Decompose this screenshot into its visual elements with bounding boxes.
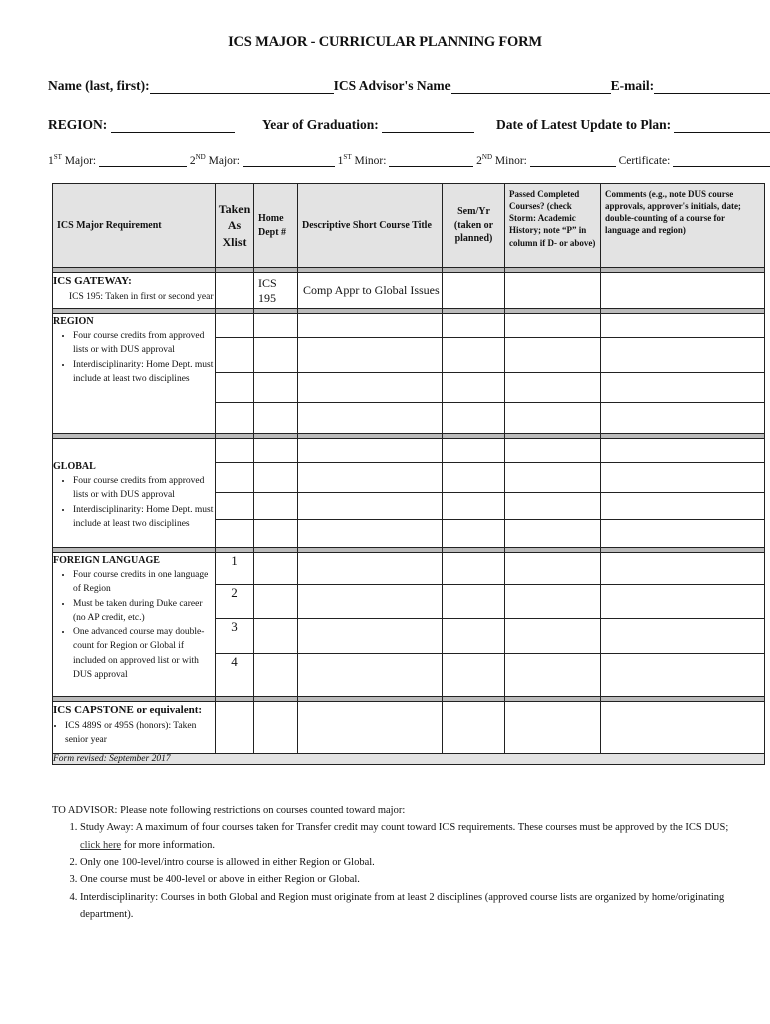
header-passed: Passed Completed Courses? (check Storm: Academic History; note “P” in column if D- or above): [505, 184, 601, 268]
table-row: [53, 702, 765, 754]
list-item: • Interdisciplinarity: Home Dept. must include at least two disciplines: [73, 503, 215, 532]
language-number: 3: [216, 619, 254, 654]
region-label: REGION:: [48, 117, 108, 132]
table-cell[interactable]: [254, 314, 298, 338]
minor2-input[interactable]: [530, 154, 616, 167]
table-cell[interactable]: [216, 520, 254, 548]
table-cell[interactable]: [443, 654, 505, 697]
table-cell[interactable]: [216, 273, 254, 309]
table-cell[interactable]: [443, 439, 505, 463]
table-cell[interactable]: [216, 493, 254, 520]
global-cell: [53, 439, 216, 548]
table-cell[interactable]: [505, 702, 601, 754]
major2-input[interactable]: [243, 154, 335, 167]
table-cell[interactable]: [443, 553, 505, 585]
table-cell[interactable]: [505, 373, 601, 403]
list-item: • Interdisciplinarity: Home Dept. must include at least two disciplines: [73, 358, 215, 387]
global-bullets: [53, 474, 215, 531]
list-item: 3. One course must be 400-level or above in either Region or Global.: [80, 871, 742, 888]
table-row: [53, 553, 765, 585]
gateway-home-dept[interactable]: ICS 195: [254, 273, 298, 309]
table-cell[interactable]: [505, 403, 601, 434]
table-cell[interactable]: [254, 493, 298, 520]
header-sem-yr: Sem/Yr (taken or planned): [443, 184, 505, 268]
table-cell[interactable]: [601, 520, 765, 548]
table-cell[interactable]: [298, 585, 443, 619]
table-row: [53, 439, 765, 463]
table-cell[interactable]: [601, 273, 765, 309]
table-cell[interactable]: [505, 654, 601, 697]
table-cell[interactable]: [443, 520, 505, 548]
major2-label: Major:: [208, 154, 240, 167]
header-home-dept: Home Dept #: [254, 184, 298, 268]
language-bullets: [53, 568, 215, 682]
certificate-label: Certificate:: [618, 154, 671, 167]
table-cell[interactable]: [601, 463, 765, 493]
table-cell[interactable]: [505, 314, 601, 338]
minor2-ordinal: 2: [476, 154, 482, 167]
graduation-label: Year of Graduation:: [262, 117, 379, 132]
notes-list: [52, 819, 742, 923]
table-cell[interactable]: [216, 439, 254, 463]
certificate-input[interactable]: [673, 154, 770, 167]
table-cell[interactable]: [443, 338, 505, 373]
table-cell[interactable]: [298, 619, 443, 654]
table-cell[interactable]: [298, 493, 443, 520]
email-label: E-mail:: [610, 78, 655, 93]
minor1-ordinal: 1: [337, 154, 344, 167]
list-item: • Four course credits from approved lists or with DUS approval: [73, 474, 215, 503]
update-input[interactable]: [674, 120, 770, 133]
graduation-field-row: [262, 117, 474, 133]
language-number: 4: [216, 654, 254, 697]
table-cell[interactable]: [216, 373, 254, 403]
region-field-row: [48, 117, 235, 133]
advisor-notes: [52, 802, 742, 923]
list-item: • Four course credits from approved lists or with DUS approval: [73, 329, 215, 358]
table-cell[interactable]: [601, 619, 765, 654]
table-cell[interactable]: [216, 403, 254, 434]
table-cell[interactable]: [298, 403, 443, 434]
list-item: • Four course credits in one language of Region: [73, 568, 215, 597]
table-cell[interactable]: [601, 585, 765, 619]
advisor-label: ICS Advisor's Name: [333, 78, 451, 93]
table-cell[interactable]: [216, 314, 254, 338]
region-heading: REGION: [53, 316, 94, 327]
table-cell[interactable]: [505, 585, 601, 619]
region-bullets: [53, 329, 215, 386]
minor2-sup: ND: [481, 153, 493, 161]
table-cell[interactable]: [254, 702, 298, 754]
revision-row: [53, 754, 765, 765]
table-cell[interactable]: [443, 702, 505, 754]
table-cell[interactable]: [298, 654, 443, 697]
major2-sup: ND: [195, 153, 206, 161]
header-taken: Taken As Xlist: [216, 184, 254, 268]
table-cell[interactable]: [298, 553, 443, 585]
table-cell[interactable]: [298, 314, 443, 338]
gateway-cell: [53, 273, 216, 309]
table-cell[interactable]: [601, 439, 765, 463]
advisor-input[interactable]: [451, 81, 611, 94]
major2-ordinal: 2: [189, 154, 196, 167]
table-cell[interactable]: [298, 463, 443, 493]
table-cell[interactable]: [601, 338, 765, 373]
table-cell[interactable]: [254, 585, 298, 619]
language-number: 2: [216, 585, 254, 619]
table-cell[interactable]: [601, 373, 765, 403]
list-item: 4. Interdisciplinarity: Courses in both Global and Region must originate from at least 2 disciplines (approved course lists are organized by home/originating department).: [80, 889, 742, 924]
table-cell[interactable]: [254, 619, 298, 654]
table-cell[interactable]: [505, 553, 601, 585]
minor2-label: Minor:: [494, 154, 527, 167]
table-cell[interactable]: [601, 403, 765, 434]
note-text: Study Away: A maximum of four courses taken for Transfer credit may count toward ICS requirements. These courses must be approved by the ICS DUS;: [80, 822, 729, 834]
table-cell[interactable]: [298, 439, 443, 463]
table-cell[interactable]: [443, 403, 505, 434]
form-title: ICS MAJOR - CURRICULAR PLANNING FORM: [228, 34, 542, 50]
list-item: [80, 819, 742, 854]
table-row: [53, 273, 765, 309]
minor1-sup: ST: [343, 153, 352, 161]
table-cell[interactable]: [443, 463, 505, 493]
table-cell[interactable]: [443, 585, 505, 619]
header-comments: Comments (e.g., note DUS course approvals, approver's initials, date; double-counting of a course for language and region): [601, 184, 765, 268]
click-here-link[interactable]: click here: [80, 839, 122, 851]
table-cell[interactable]: [254, 373, 298, 403]
capstone-cell: [53, 702, 216, 754]
table-cell[interactable]: [505, 338, 601, 373]
table-cell[interactable]: [254, 520, 298, 548]
language-number: 1: [216, 553, 254, 585]
table-cell[interactable]: [443, 314, 505, 338]
gateway-course-title[interactable]: Comp Appr to Global Issues: [298, 273, 443, 309]
table-cell[interactable]: [601, 654, 765, 697]
region-cell: [53, 314, 216, 434]
table-cell[interactable]: [298, 373, 443, 403]
table-header-row: [53, 184, 765, 268]
graduation-input[interactable]: [382, 120, 474, 133]
table-cell[interactable]: [216, 338, 254, 373]
table-cell[interactable]: [254, 403, 298, 434]
header-course-title: Descriptive Short Course Title: [298, 184, 443, 268]
table-cell[interactable]: [216, 702, 254, 754]
update-field-row: [496, 117, 770, 133]
table-cell[interactable]: [505, 273, 601, 309]
table-cell[interactable]: [443, 273, 505, 309]
table-cell[interactable]: [216, 463, 254, 493]
table-cell[interactable]: [505, 619, 601, 654]
global-heading: GLOBAL: [53, 461, 96, 472]
table-cell[interactable]: [601, 493, 765, 520]
form-revised: Form revised: September 2017: [53, 754, 765, 765]
table-cell[interactable]: [443, 619, 505, 654]
table-cell[interactable]: [298, 338, 443, 373]
list-item: 2. Only one 100-level/intro course is allowed in either Region or Global.: [80, 854, 742, 871]
name-label: Name (last, first):: [48, 78, 150, 93]
capstone-bullets: [53, 719, 215, 748]
table-cell[interactable]: [505, 439, 601, 463]
header-requirement: ICS Major Requirement: [53, 184, 216, 268]
gateway-heading: ICS GATEWAY:: [53, 275, 132, 287]
major1-input[interactable]: [99, 154, 187, 167]
name-input[interactable]: [150, 81, 334, 94]
region-input[interactable]: [111, 120, 235, 133]
list-item: • ICS 489S or 495S (honors): Taken senior year: [65, 719, 215, 748]
table-row: [53, 314, 765, 338]
language-cell: [53, 553, 216, 697]
table-cell[interactable]: [254, 463, 298, 493]
minor1-label: Minor:: [354, 154, 387, 167]
table-cell[interactable]: [601, 553, 765, 585]
major1-label: Major:: [64, 154, 97, 167]
table-cell[interactable]: [254, 553, 298, 585]
table-cell[interactable]: [505, 520, 601, 548]
table-cell[interactable]: [443, 373, 505, 403]
table-cell[interactable]: [443, 493, 505, 520]
email-input[interactable]: [654, 81, 770, 94]
notes-intro: TO ADVISOR: Please note following restrictions on courses counted toward major:: [52, 805, 406, 816]
table-cell[interactable]: [254, 654, 298, 697]
table-cell[interactable]: [254, 338, 298, 373]
list-item: • Must be taken during Duke career (no AP credit, etc.): [73, 597, 215, 626]
major1-sup: ST: [53, 153, 62, 161]
list-item: • One advanced course may double-count for Region or Global if included on approved list or with DUS approval: [73, 625, 215, 682]
table-cell[interactable]: [254, 439, 298, 463]
note-text: for more information.: [121, 839, 215, 851]
table-cell[interactable]: [505, 493, 601, 520]
name-field-row: [48, 78, 770, 94]
requirements-table: [52, 183, 765, 765]
capstone-heading: ICS CAPSTONE or equivalent:: [53, 704, 203, 716]
table-cell[interactable]: [298, 702, 443, 754]
majors-minors-row: [48, 153, 770, 167]
table-cell[interactable]: [601, 314, 765, 338]
gateway-detail: ICS 195: Taken in first or second year: [69, 291, 214, 302]
table-cell[interactable]: [298, 520, 443, 548]
update-label: Date of Latest Update to Plan:: [496, 117, 672, 132]
major1-ordinal: 1: [48, 154, 54, 167]
table-cell[interactable]: [505, 463, 601, 493]
table-cell[interactable]: [601, 702, 765, 754]
language-heading: FOREIGN LANGUAGE: [53, 555, 160, 566]
minor1-input[interactable]: [389, 154, 473, 167]
